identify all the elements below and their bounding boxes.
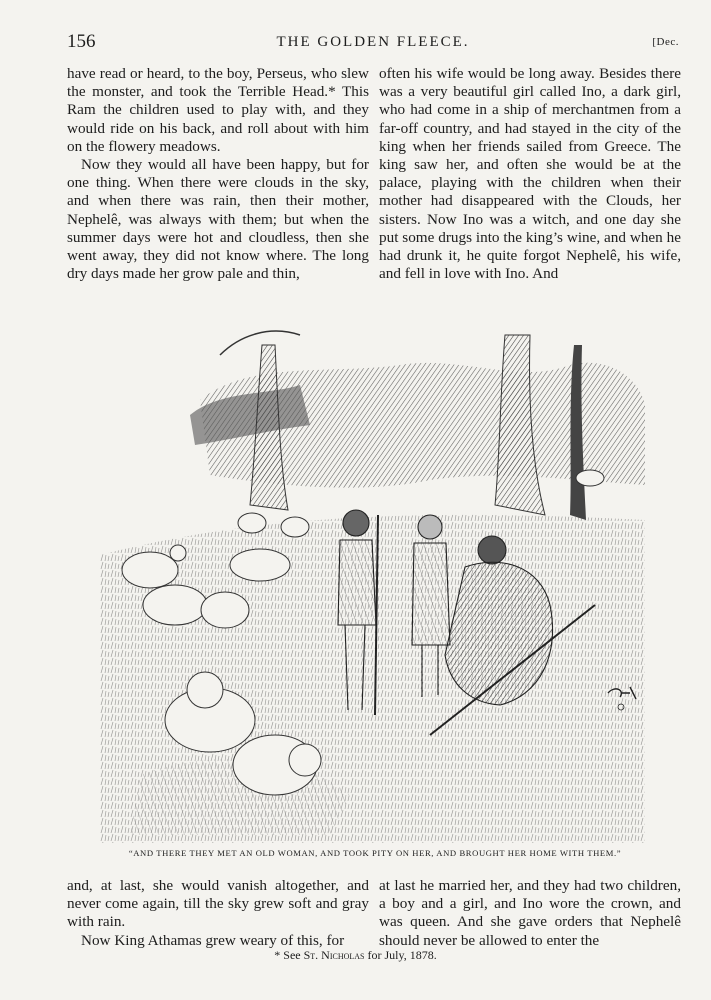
column-bottom-left — [67, 877, 369, 950]
paragraph: have read or heard, to the boy, Perseus, who slew the monster, and took the Terrible Head.* This Ram the children used to play with, and they would ride on his back, and roll about with him on the flowery meadows. — [67, 65, 369, 155]
paragraph: Now they would all have been happy, but for one thing. When there were clouds in the sky, and when there was rain, then their mother, Nephelê, was always with them; but when the summer days were hot and cloudless, then she went away, they did not know where. The long dry days made her grow pale and thin, — [67, 156, 369, 283]
column-top-right — [379, 65, 681, 283]
running-title: THE GOLDEN FLEECE. — [276, 34, 470, 50]
column-top-left — [67, 65, 369, 283]
footnote-magazine: St. Nicholas — [303, 948, 365, 962]
page-header — [67, 31, 679, 55]
running-month: [Dec. — [652, 36, 679, 48]
page-number: 156 — [67, 31, 96, 52]
footnote-suffix: for July, 1878. — [367, 948, 437, 962]
footnote-prefix: * See — [274, 948, 301, 962]
paragraph: Now King Athamas grew weary of this, for — [81, 931, 345, 949]
engraving-illustration — [100, 305, 645, 843]
column-bottom-right — [379, 877, 681, 950]
footnote — [0, 948, 711, 963]
paragraph: at last he married her, and they had two children, a boy and a girl, and Ino wore the crown, and was queen. And she gave orders that Nephelê should never be allowed to enter the — [379, 877, 681, 949]
paragraph: often his wife would be long away. Besides there was a very beautiful girl called Ino, a dark girl, who had come in a ship of merchantmen from a far-off country, and had stayed in the city of the king when her friends sailed from Greece. The king saw her, and often she would be at the palace, playing with the children when their mother had disappeared with the Clouds, her sisters. Now Ino was a witch, and one day she put some drugs into the king’s wine, and when he had drunk it, he quite forgot Nephelê, his wife, and fell in love with Ino. And — [379, 65, 681, 283]
paragraph: and, at last, she would vanish altogether, and never come again, till the sky grew soft and gray with rain. — [67, 877, 369, 931]
illustration-caption: “AND THERE THEY MET AN OLD WOMAN, AND TOOK PITY ON HER, AND BROUGHT HER HOME WITH THEM.” — [128, 848, 622, 858]
